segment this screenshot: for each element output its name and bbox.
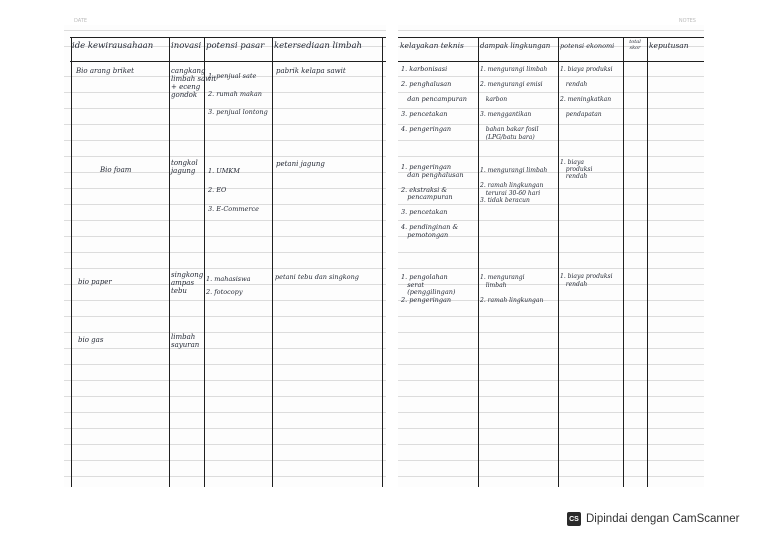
column-rule	[478, 37, 479, 487]
header-pasar: potensi pasar	[206, 41, 265, 51]
camscanner-text: Dipindai dengan CamScanner	[586, 513, 740, 525]
row-inovasi: limbah sayuran	[171, 333, 200, 349]
column-rule	[71, 37, 72, 487]
row-inovasi: singkong ampas tebu	[171, 271, 204, 295]
header-top-rule	[398, 37, 704, 38]
column-rule	[169, 37, 170, 487]
row-pasar: 1. penjual sate 2. rumah makan 3. penjual lontong	[208, 72, 268, 116]
header-keputusan: keputusan	[649, 41, 689, 50]
block-ekonomi: 1. biaya produksi rendah 2. meningkatkan pendapatan	[560, 66, 613, 118]
block-teknis: 1. karbonisasi 2. penghalusan dan pencampuran 3. pencetakan 4. pengeringan	[401, 65, 467, 133]
row-inovasi: tongkol jagung	[171, 159, 198, 175]
row-limbah: petani tebu dan singkong	[275, 273, 359, 281]
column-rule	[204, 37, 205, 487]
row-pasar: 1. mahasiswa 2. fotocopy	[206, 275, 251, 296]
header-lingkungan: dampak lingkungan	[480, 42, 551, 50]
header-skor: total skor	[629, 39, 641, 51]
page-label: DATE	[74, 18, 88, 24]
block-ekonomi: 1. biaya produksi rendah	[560, 159, 593, 180]
header-limbah: ketersediaan limbah	[274, 41, 363, 51]
row-ide: Bio foam	[100, 166, 132, 174]
block-lingkungan: 1. mengurangi limbah 2. mengurangi emisi karbon 3. menggantikan bahan bakar fosil (LPG/batu bara)	[480, 66, 548, 141]
header-top-rule	[70, 37, 386, 38]
header-ekonomi: potensi ekonomi	[560, 42, 615, 50]
header-bottom-rule	[398, 61, 704, 62]
row-pasar: 1. UMKM 2. EO 3. E-Commerce	[208, 167, 259, 213]
block-lingkungan: 1. mengurangi limbah 2. ramah lingkungan	[480, 274, 544, 304]
block-ekonomi: 1. biaya produksi rendah	[560, 273, 613, 288]
row-limbah: petani jagung	[276, 160, 325, 168]
row-inovasi: cangkang limbah sawit + eceng gondok	[171, 67, 217, 99]
row-ide: bio gas	[78, 336, 104, 344]
column-rule	[272, 37, 273, 487]
left-notebook-page	[64, 18, 386, 487]
block-teknis: 1. pengeringan dan penghalusan 2. ekstraksi & pencampuran 3. pencetakan 4. pendinginan & pemotongan	[401, 163, 464, 239]
block-lingkungan: 1. mengurangi limbah 2. ramah lingkungan terurai 30-60 hari 3. tidak beracun	[480, 167, 548, 204]
column-rule	[647, 37, 648, 487]
header-teknis: kelayakan teknis	[400, 41, 464, 50]
right-notebook-page	[398, 18, 704, 487]
camscanner-icon: CS	[567, 512, 581, 526]
camscanner-badge	[567, 512, 739, 526]
row-limbah: pabrik kelapa sawit	[276, 67, 346, 75]
block-teknis: 1. pengolahan serat (penggilingan) 2. pengeringan	[401, 273, 456, 304]
header-inovasi: inovasi	[171, 41, 202, 51]
header-bottom-rule	[70, 61, 386, 62]
column-rule	[558, 37, 559, 487]
header-ide: ide kewirausahaan	[72, 41, 154, 51]
row-ide: bio paper	[78, 278, 112, 286]
row-ide: Bio arang briket	[76, 67, 134, 75]
page-label: NOTES	[678, 18, 696, 24]
column-rule	[382, 37, 383, 487]
column-rule	[623, 37, 624, 487]
